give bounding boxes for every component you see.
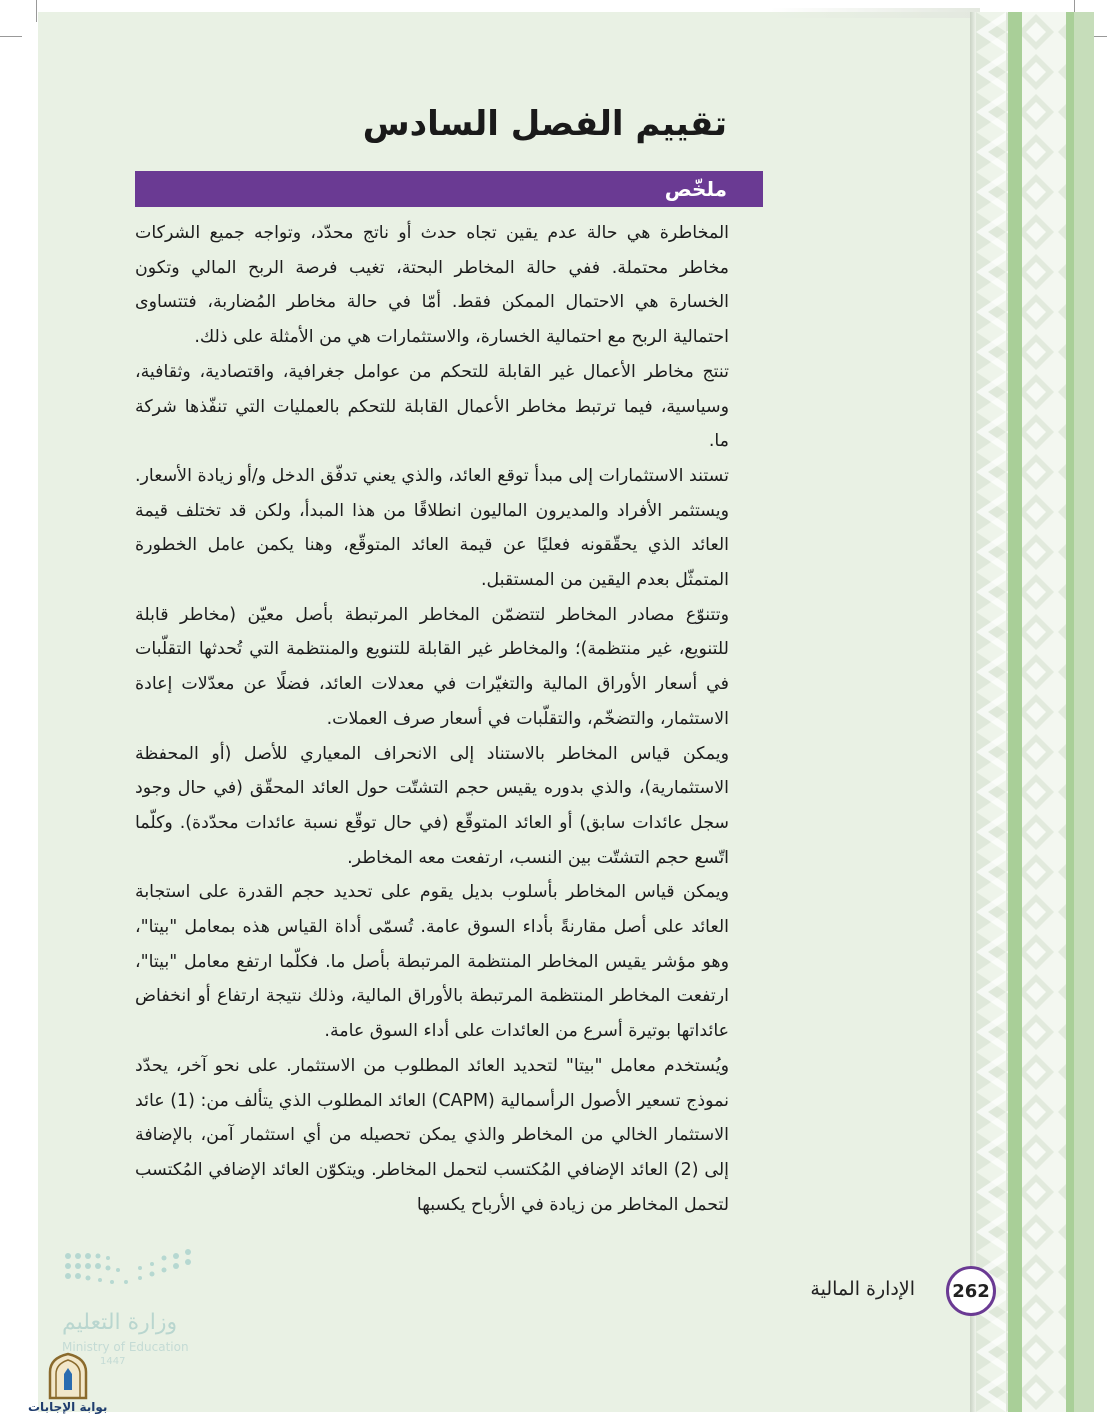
site-label: بوابة الإجابات [28,1400,108,1414]
decorative-border [976,12,1094,1412]
paragraph: ويُستخدم معامل "بيتا" لتحديد العائد المطلوب من الاستثمار. على نحو آخر، يحدّد نموذج تسعير الأصول الرأسمالية (CAPM) العائد المطلوب الذي يتألف من: (1) عائد الاستثمار الخالي من المخاطر والذي يمكن تحصيله من أي استثمار آمن، بالإضافة إلى (2) العائد الإضافي المُكتسب لتحمل المخاطر. ويتكوّن العائد الإضافي المُكتسب لتحمل المخاطر من زيادة في الأرباح يكسبها [135,1055,729,1215]
crop-mark [36,0,37,22]
ministry-name-ar: وزارة التعليم [62,1310,178,1335]
paragraph: وتتنوّع مصادر المخاطر لتتضمّن المخاطر المرتبطة بأصل معيّن (مخاطر قابلة للتنويع، غير منتظمة)؛ والمخاطر غير القابلة للتنويع والمنتظمة التي تُحدثها التقلّبات في أسعار الأوراق المالية والتغيّرات في معدلات العائد، فضلًا عن معدّلات إعادة الاستثمار، والتضخّم، والتقلّبات في أسعار صرف العملات. [135,604,729,729]
page-top-fade [770,8,980,18]
page-number-badge [946,1266,996,1316]
ministry-name-en: Ministry of Education [62,1340,189,1354]
site-logo-icon [42,1350,94,1400]
paragraph: ويمكن قياس المخاطر بالاستناد إلى الانحراف المعياري للأصل (أو المحفظة الاستثمارية)، والذي بدوره يقيس حجم التشتّت حول العائد المحقّق (في حال وجود سجل عائدات سابق) أو العائد المتوقّع (في حال توقّع نسبة عائدات محدّدة). وكلّما اتّسع حجم التشتّت بين النسب، ارتفعت معه المخاطر. [135,743,729,868]
page-number: 262 [952,1280,990,1302]
paragraph: تستند الاستثمارات إلى مبدأ توقع العائد، والذي يعني تدفّق الدخل و/أو زيادة الأسعار. ويستثمر الأفراد والمديرون الماليون انطلاقًا من هذا المبدأ، ولكن قد تختلف قيمة العائد الذي يحقّقونه فعليًا عن قيمة العائد المتوقّع، وهنا يكمن عامل الخطورة المتمثّل بعدم اليقين من المستقبل. [135,465,729,591]
summary-header-bar [135,171,763,207]
summary-body [135,216,729,1222]
border-pattern-icon [976,12,1094,1412]
paragraph: تنتج مخاطر الأعمال غير القابلة للتحكم من عوامل جغرافية، واقتصادية، وثقافية، وسياسية، فيما ترتبط مخاطر الأعمال القابلة للتحكم بالعمليات التي تنفّذها شركة ما. [135,361,729,452]
paragraph: المخاطرة هي حالة عدم يقين تجاه حدث أو ناتج محدّد، وتواجه جميع الشركات مخاطر محتملة. ففي حالة المخاطر البحتة، تغيب فرصة الربح المالي وتكون الخسارة هي الاحتمال الممكن فقط. أمّا في حالة مخاطر المُضاربة، فتتساوى احتمالية الربح مع احتمالية الخسارة، والاستثمارات هي من الأمثلة على ذلك. [135,223,729,348]
crop-mark [0,36,22,37]
paragraph: ويمكن قياس المخاطر بأسلوب بديل يقوم على تحديد حجم القدرة على استجابة العائد على أصل مقارنةً بأداء السوق عامة. تُسمّى أداة القياس هذه بمعامل "بيتا"، وهو مؤشر يقيس المخاطر المنتظمة المرتبطة بأصل ما. فكلّما ارتفع معامل "بيتا"، ارتفعت المخاطر المنتظمة المرتبطة بالأوراق المالية، وذلك نتيجة ارتفاع أو انخفاض عائداتها بوتيرة أسرع من العائدات على أداء السوق عامة. [135,882,729,1042]
ministry-year: 1447 [100,1356,126,1367]
chapter-title: تقييم الفصل السادس [362,104,727,144]
footer-book-title: الإدارة المالية [810,1278,915,1300]
summary-label: ملخّص [664,177,727,201]
